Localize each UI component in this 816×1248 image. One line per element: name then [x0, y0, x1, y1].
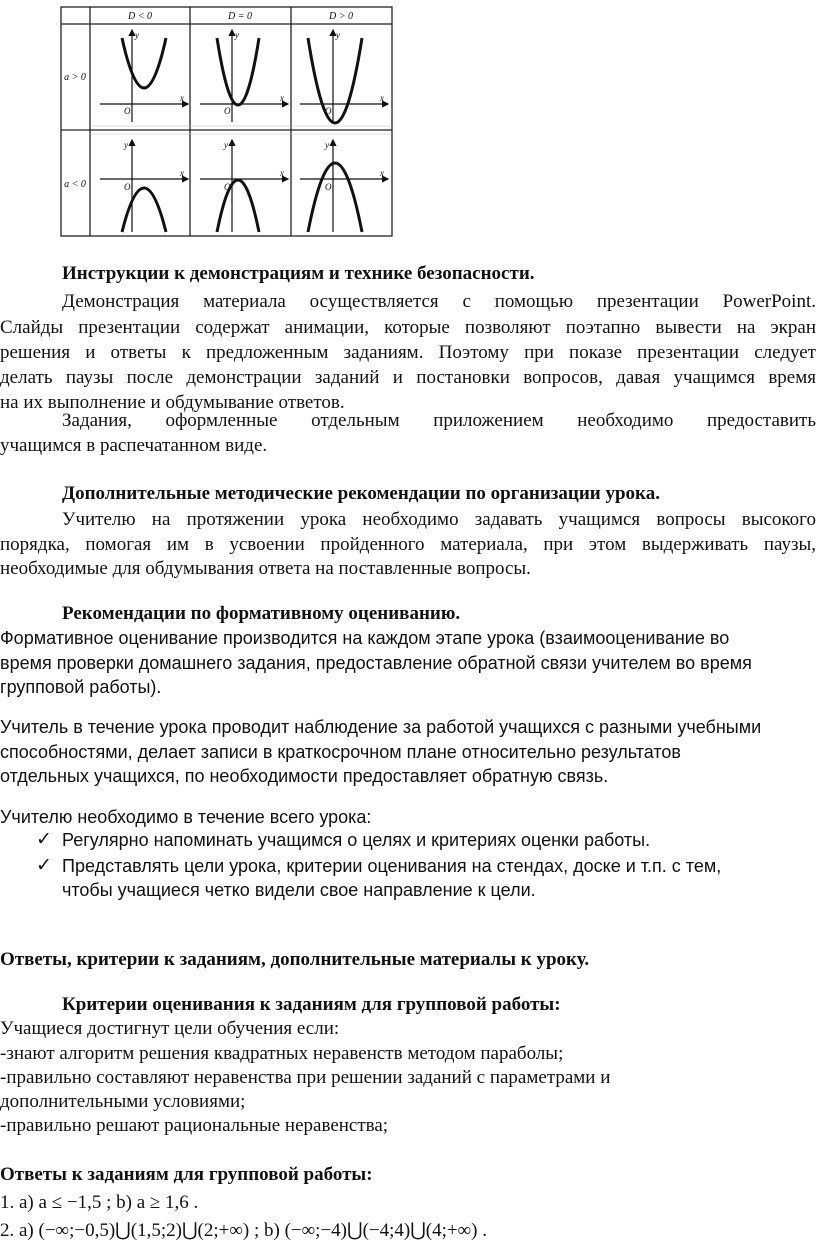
- col-header-d-zero: D = 0: [228, 11, 252, 22]
- answer-2: 2. a) (−∞;−0,5)⋃(1,5;2)⋃(2;+∞) ; b) (−∞;−4)⋃(−4;4)⋃(4;+∞) .: [0, 1220, 487, 1241]
- paragraph-line: -правильно решают рациональные неравенства;: [0, 1115, 389, 1136]
- x-label: x: [180, 93, 184, 103]
- table-border: [61, 7, 392, 236]
- paragraph-line: Демонстрация материала осуществляется с помощью презентации PowerPoint.: [62, 291, 816, 312]
- parabola-up-no-roots: [122, 38, 166, 88]
- paragraph-line: Слайды презентации содержат анимации, которые позволяют поэтапно вывести на экран: [0, 317, 816, 338]
- parabola-table-figure: [60, 6, 394, 238]
- section-heading-methodical: Дополнительные методические рекомендации по организации урока.: [62, 483, 660, 504]
- paragraph-line: Учитель в течение урока проводит наблюдение за работой учащихся с разными учебными: [0, 717, 762, 737]
- x-label: x: [380, 93, 384, 103]
- checklist-item: Представлять цели урока, критерии оценивания на стендах, доске и т.п. с тем,: [62, 856, 722, 876]
- y-label: y: [336, 30, 340, 40]
- paragraph-line: порядка, помогая им в усвоении пройденного материала, при этом выдерживать паузы,: [0, 534, 816, 555]
- origin-label: O: [224, 106, 231, 116]
- paragraph-line: Задания, оформленные отдельным приложением необходимо предоставить: [62, 410, 816, 431]
- x-label: x: [180, 168, 184, 178]
- paragraph-line: Учителю необходимо в течение всего урока:: [0, 807, 372, 827]
- parabola-up-one-root: [217, 38, 259, 105]
- paragraph-line: дополнительными условиями;: [0, 1091, 246, 1112]
- subheading-criteria: Критерии оценивания к заданиям для групповой работы:: [62, 994, 561, 1015]
- paragraph-line: делать паузы после демонстрации заданий и постановки вопросов, давая учащимся время: [0, 367, 816, 388]
- paragraph-line: Учащиеся достигнут цели обучения если:: [0, 1018, 340, 1039]
- row-header-a-pos: a > 0: [64, 72, 86, 83]
- checkmark-icon: ✓: [36, 829, 52, 850]
- origin-label: O: [124, 182, 131, 192]
- parabola-up-two-roots: [308, 38, 362, 123]
- checklist-item-continued: чтобы учащиеся четко видели свое направление к цели.: [62, 880, 536, 900]
- paragraph-line: решения и ответы к предложенным заданиям. Поэтому при показе презентации следует: [0, 342, 816, 363]
- answers-heading: Ответы к заданиям для групповой работы:: [0, 1164, 373, 1185]
- paragraph-line: отдельных учащихся, по необходимости предоставляет обратную связь.: [0, 766, 609, 786]
- x-label: x: [280, 168, 284, 178]
- y-label: y: [124, 140, 128, 150]
- x-label: x: [280, 93, 284, 103]
- y-label: y: [235, 30, 239, 40]
- section-heading-formative: Рекомендации по формативному оцениванию.: [62, 603, 461, 624]
- parabola-down-no-roots: [122, 188, 166, 232]
- answer-1: 1. a) a ≤ −1,5 ; b) a ≥ 1,6 .: [0, 1192, 199, 1213]
- paragraph-line: время проверки домашнего задания, предоставление обратной связи учителем во время: [0, 653, 752, 673]
- y-label: y: [224, 140, 228, 150]
- paragraph-line: на их выполнение и обдумывание ответов.: [0, 392, 345, 413]
- origin-label: O: [224, 182, 231, 192]
- checklist-item: Регулярно напоминать учащимся о целях и критериях оценки работы.: [62, 830, 651, 850]
- x-label: x: [380, 168, 384, 178]
- y-label: y: [135, 30, 139, 40]
- origin-label: O: [124, 106, 131, 116]
- section-heading-instructions: Инструкции к демонстрациям и технике безопасности.: [62, 263, 535, 284]
- checkmark-icon: ✓: [36, 855, 52, 876]
- paragraph-line: необходимые для обдумывания ответа на поставленные вопросы.: [0, 558, 531, 579]
- y-label: y: [325, 140, 329, 150]
- origin-label: O: [325, 106, 332, 116]
- paragraph-line: способностями, делает записи в краткосрочном плане относительно результатов: [0, 742, 681, 762]
- col-header-d-pos: D > 0: [329, 11, 353, 22]
- row-header-a-neg: a < 0: [64, 179, 86, 190]
- paragraph-line: Формативное оценивание производится на каждом этапе урока (взаимооценивание во: [0, 628, 730, 648]
- paragraph-line: -правильно составляют неравенства при решении заданий с параметрами и: [0, 1067, 611, 1088]
- origin-label: O: [325, 182, 332, 192]
- col-header-d-neg: D < 0: [128, 11, 152, 22]
- paragraph-line: -знают алгоритм решения квадратных неравенств методом параболы;: [0, 1043, 564, 1064]
- paragraph-line: учащимся в распечатанном виде.: [0, 435, 268, 456]
- paragraph-line: групповой работы).: [0, 677, 162, 697]
- parabola-down-two-roots: [308, 163, 362, 232]
- paragraph-line: Учителю на протяжении урока необходимо задавать учащимся вопросы высокого: [62, 509, 816, 530]
- section-heading-answers-criteria: Ответы, критерии к заданиям, дополнительные материалы к уроку.: [0, 949, 590, 970]
